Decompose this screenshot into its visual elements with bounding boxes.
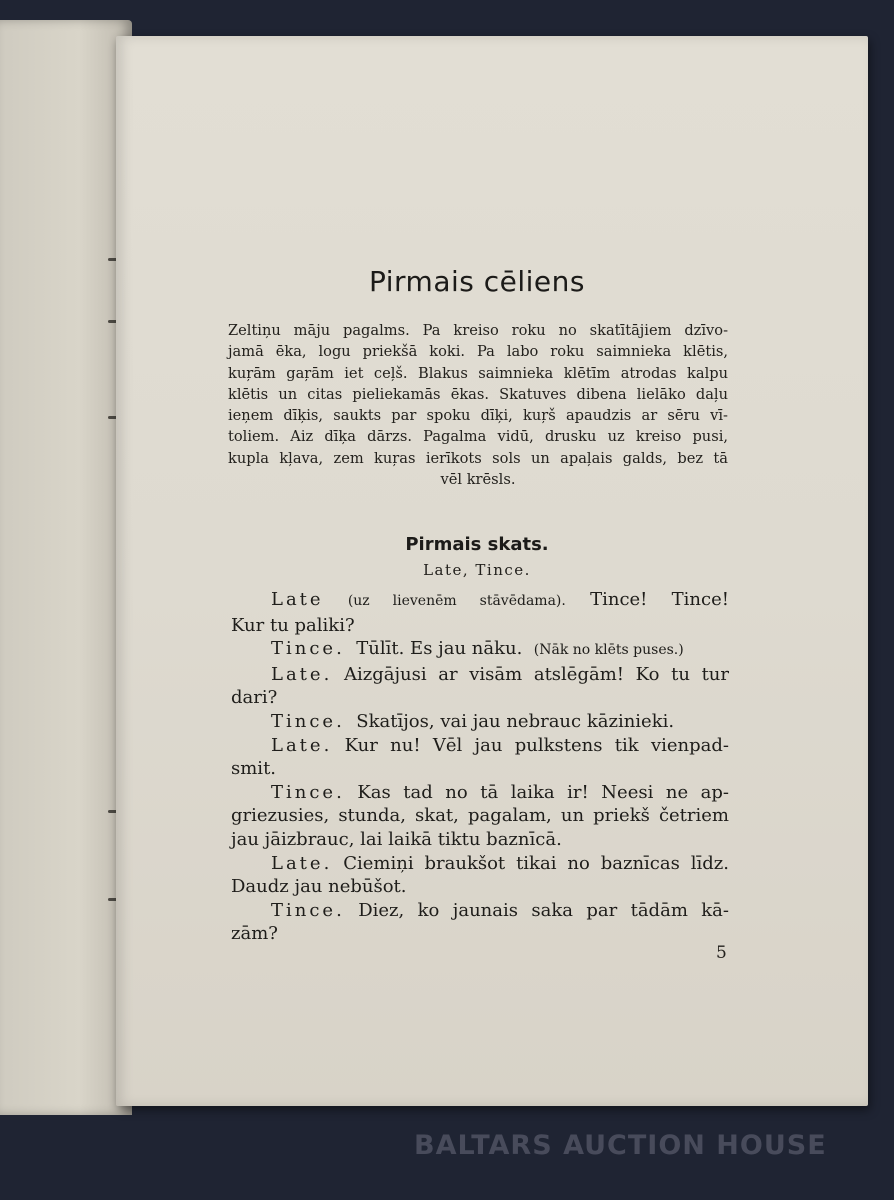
- left-page: [0, 20, 132, 1115]
- stage-direction-line: jamā ēka, logu priekšā koki. Pa labo roku saimnieka klētis,: [228, 343, 728, 361]
- dialogue-entry: [231, 588, 729, 637]
- dialogue-line: Ciemiņi braukšot tikai no baznīcas līdz.: [343, 852, 729, 874]
- speaker-name: Tince.: [271, 899, 345, 921]
- dialogue-continuation: Kur tu paliki?: [231, 614, 355, 636]
- speaker-name: Tince.: [271, 710, 345, 732]
- stage-direction-line: kupla kļava, zem kuŗas ierīkots sols un apaļais galds, bez tā: [228, 449, 728, 467]
- stage-direction-line: kuŗām gaŗām iet ceļš. Blakus saimnieka klētīm atrodas kalpu: [228, 364, 728, 382]
- dialogue-entry: [231, 781, 729, 852]
- dialogue-continuation: Daudz jau nebūšot.: [231, 876, 407, 898]
- speaker-name: Tince.: [271, 638, 345, 660]
- dialogue-line: Tūlīt. Es jau nāku.: [356, 638, 523, 660]
- dialogue-continuation: smit.: [231, 758, 277, 780]
- dialogue-entry: [231, 663, 729, 710]
- dialogue-continuation: dari?: [231, 687, 278, 709]
- stage-direction-line: vēl krēsls.: [440, 471, 516, 489]
- stage-direction-line: toliem. Aiz dīķa dārzs. Pagalma vidū, drusku uz kreiso pusi,: [228, 428, 728, 446]
- stage-direction-line: klētis un citas pieliekamās ēkas. Skatuves dibena lielāko daļu: [228, 385, 728, 403]
- dialogue-entry: [231, 852, 729, 899]
- dialogue-continuation: griezusies, stunda, skat, pagalam, un priekš četriem: [231, 805, 729, 827]
- speaker-name: Tince.: [271, 781, 345, 803]
- stage-direction-line: Zeltiņu māju pagalms. Pa kreiso roku no skatītājiem dzīvo-: [228, 322, 728, 339]
- dialogue-line: Kur nu! Vēl jau pulkstens tik vienpad-: [344, 734, 729, 756]
- scene-characters: Late, Tince.: [423, 561, 531, 579]
- scene-title: Pirmais skats.: [405, 534, 549, 555]
- dialogue-continuation: jau jāizbrauc, lai laikā tiktu baznīcā.: [231, 828, 562, 850]
- dialogue-entry: [231, 899, 729, 946]
- speaker-name: Late.: [271, 852, 333, 874]
- speaker-name: Late.: [271, 734, 333, 756]
- watermark: BALTARS AUCTION HOUSE: [414, 1130, 827, 1161]
- dialogue-line: Kas tad no tā laika ir! Neesi ne ap-: [357, 781, 729, 803]
- dialogue-entry: [231, 734, 729, 781]
- dialogue-line: Diez, ko jaunais saka par tādām kā-: [358, 899, 729, 921]
- stage-note: (Nāk no klēts puses.): [533, 642, 684, 659]
- dialogue-continuation: zām?: [231, 923, 278, 945]
- dialogue-line: Aizgājusi ar visām atslēgām! Ko tu tur: [343, 663, 729, 685]
- stage-note: (uz lievenēm stāvēdama).: [347, 593, 566, 609]
- dialogue-entry: [231, 637, 729, 663]
- page-number: 5: [716, 943, 727, 963]
- speaker-name: Late.: [271, 663, 333, 685]
- speaker-name: Late: [271, 589, 324, 610]
- stage-direction: [228, 320, 728, 490]
- chapter-title: Pirmais cēliens: [368, 265, 585, 298]
- dialogue-entry: [231, 710, 729, 734]
- dialogue-line: Skatījos, vai jau nebrauc kāzinieki.: [356, 710, 675, 732]
- stage-direction-line: ieņem dīķis, saukts par spoku dīķi, kuŗš apaudzis ar sēru vī-: [228, 407, 728, 425]
- dialogue-line: Tince! Tince!: [590, 589, 729, 610]
- dialogue: [231, 588, 729, 946]
